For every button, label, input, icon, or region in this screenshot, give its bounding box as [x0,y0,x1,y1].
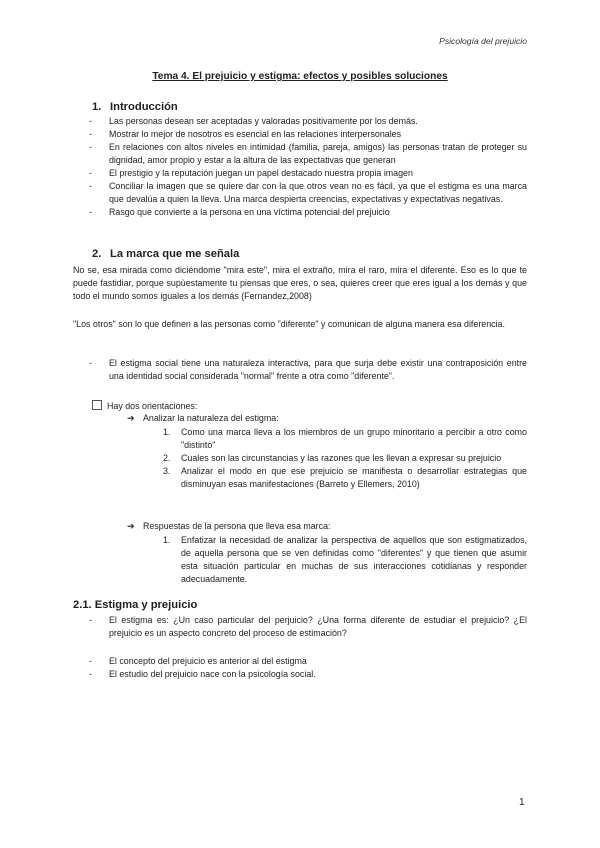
orientation-2-list [163,534,527,586]
section-2-bullet-list [89,357,527,383]
orientation-1-list [163,426,527,491]
quote-paragraph: No se, esa mirada como diciéndome "mira este", mira el extraño, mira el raro, mira el diferente. Eso es lo que te puede fastidiar, porque supùestamente tu piensas que eres, o sea, quieres creer que eres igual a los demás y que todo el mundo somos iguales a los demás (Fernandez,2008) [73,265,527,302]
list-item: - Mostrar lo mejor de nosotros es esencial en las relaciones interpersonales [89,129,402,139]
list-item: 3. Analizar el modo en que ese prejuicio se manifiesta o desarrollar estrategias que disminuyan esas manifestaciones (Barreto y Ellemers, 2010) [163,466,527,489]
checkbox-icon [92,400,102,410]
section-2-heading [92,248,239,260]
section-title: La marca que me señala [110,248,240,260]
section-1-heading [92,101,178,113]
orientation-1 [127,413,279,424]
orientations-label: Hay dos orientaciones: [107,401,198,411]
arrow-right-icon: ➔ [127,413,135,423]
list-item: - Rasgo que convierte a la persona en una víctima potencial del prejuicio [89,207,390,217]
list-item: - El estigma es: ¿Un caso particular del perjuicio? ¿Una forma diferente de estudiar el prejuicio? ¿El prejuicio es un aspecto concreto del proceso de estimación? [89,615,527,638]
list-item: - El estigma social tiene una naturaleza interactiva, para que surja debe existir una contraposición entre una identidad social considerada "normal" frente a otra como "diferente". [89,358,527,381]
paragraph: "Los otros" son lo que definen a las personas como "diferente" y comunican de alguna manera esa diferencia. [73,319,505,329]
arrow-right-icon: ➔ [127,521,135,531]
list-item: - El concepto del prejuicio es anterior al del estigma [89,656,307,666]
page-number: 1 [519,797,525,808]
section-2-1-bullet-list-b [89,655,527,681]
section-number: 2. [92,248,102,260]
list-item: - En relaciones con altos niveles en intimidad (familia, pareja, amigos) las personas tratan de proteger su dignidad, amor propio y estar a la altura de las expectativas que generan [89,142,527,165]
section-2-1-bullet-list-a [89,614,527,640]
list-item: 1. Enfatizar la necesidad de analizar la perspectiva de aquellos que son estigmatizados, de aquella persona que se ven definidas como "diferentes" y que tienen que asumir esta situación particular en muchas de sus interacciones cotidianas y responder adecuadamente. [163,535,527,584]
section-number: 1. [92,101,102,113]
list-item: - El estudio del prejuicio nace con la psicología social. [89,669,316,679]
section-title: Introducción [110,101,178,113]
running-header: Psicología del prejuicio [439,36,527,46]
document-title: Tema 4. El prejuicio y estigma: efectos y posibles soluciones [152,71,448,82]
list-item: - Conciliar la imagen que se quiere dar con la que otros vean no es fácil, ya que el estigma es una marca que devalúa a quien la lleva. Una marca despierta creencias, expectativas y expectativas negativas. [89,181,527,204]
list-item: - El prestigio y la reputación juegan un papel destacado nuestra propia imagen [89,168,413,178]
orientation-label: Analizar la naturaleza del estigma: [143,413,279,423]
section-1-bullet-list [89,115,527,219]
section-2-1-heading: 2.1. Estigma y prejuicio [73,599,198,611]
orientations-row [92,400,197,411]
orientation-label: Respuestas de la persona que lleva esa marca: [143,521,331,531]
list-item: - Las personas desean ser aceptadas y valoradas positivamente por los demás. [89,116,418,126]
orientation-2 [127,521,330,532]
list-item: 1. Como una marca lleva a los miembros de un grupo minoritario a percibir a otro como "distinto" [163,427,527,450]
list-item: 2. Cuales son las circunstancias y las razones que les llevan a expresar su prejuicio [163,453,502,463]
